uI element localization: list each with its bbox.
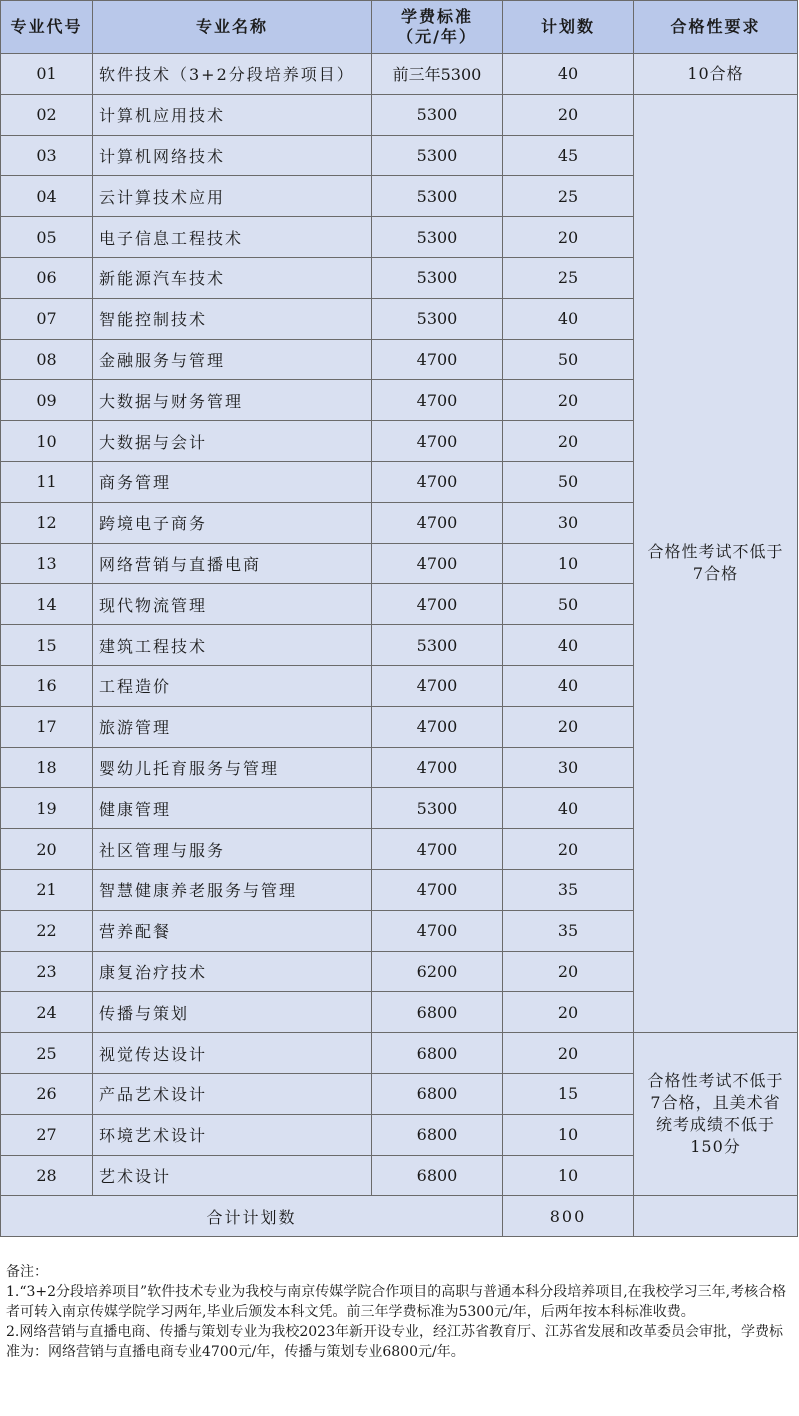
tuition-fee: 5300 <box>372 176 503 217</box>
major-name: 大数据与会计 <box>93 421 372 462</box>
plan-count: 20 <box>503 217 634 258</box>
header-name: 专业名称 <box>93 1 372 54</box>
plan-count: 30 <box>503 502 634 543</box>
major-code: 19 <box>1 788 93 829</box>
plan-count: 20 <box>503 951 634 992</box>
major-code: 02 <box>1 94 93 135</box>
major-code: 15 <box>1 625 93 666</box>
major-name: 大数据与财务管理 <box>93 380 372 421</box>
major-name: 产品艺术设计 <box>93 1073 372 1114</box>
major-code: 06 <box>1 257 93 298</box>
tuition-fee: 4700 <box>372 869 503 910</box>
requirement-group3: 合格性考试不低于 7合格，且美术省 统考成绩不低于 150分 <box>634 1033 798 1196</box>
major-code: 27 <box>1 1114 93 1155</box>
plan-count: 25 <box>503 176 634 217</box>
major-code: 23 <box>1 951 93 992</box>
major-code: 08 <box>1 339 93 380</box>
plan-count: 45 <box>503 135 634 176</box>
tuition-fee: 4700 <box>372 380 503 421</box>
tuition-fee: 5300 <box>372 625 503 666</box>
tuition-fee: 6800 <box>372 1073 503 1114</box>
plan-count: 10 <box>503 1155 634 1196</box>
plan-count: 30 <box>503 747 634 788</box>
plan-count: 20 <box>503 992 634 1033</box>
header-fee: 学费标准 （元/年） <box>372 1 503 54</box>
plan-count: 10 <box>503 1114 634 1155</box>
tuition-fee: 5300 <box>372 135 503 176</box>
plan-count: 50 <box>503 584 634 625</box>
plan-count: 20 <box>503 380 634 421</box>
plan-count: 40 <box>503 665 634 706</box>
note-1: 1.“3+2分段培养项目”软件技术专业为我校与南京传媒学院合作项目的高职与普通本科分段培养项目,在我校学习三年,考核合格者可转入南京传媒学院学习两年,毕业后颁发本科文凭。前三年学费标准为5300元/年，后两年按本科标准收费。 <box>6 1284 787 1320</box>
table-row <box>1 94 798 135</box>
major-name: 康复治疗技术 <box>93 951 372 992</box>
tuition-fee: 4700 <box>372 584 503 625</box>
major-name: 电子信息工程技术 <box>93 217 372 258</box>
total-value: 800 <box>503 1196 634 1237</box>
major-name: 艺术设计 <box>93 1155 372 1196</box>
tuition-fee: 5300 <box>372 94 503 135</box>
major-name: 智慧健康养老服务与管理 <box>93 869 372 910</box>
tuition-fee: 6800 <box>372 1114 503 1155</box>
tuition-fee: 4700 <box>372 421 503 462</box>
plan-count: 20 <box>503 1033 634 1074</box>
plan-count: 50 <box>503 339 634 380</box>
major-name: 传播与策划 <box>93 992 372 1033</box>
plan-count: 35 <box>503 869 634 910</box>
major-code: 22 <box>1 910 93 951</box>
major-code: 05 <box>1 217 93 258</box>
major-name: 网络营销与直播电商 <box>93 543 372 584</box>
major-name: 工程造价 <box>93 665 372 706</box>
tuition-fee: 6800 <box>372 992 503 1033</box>
major-code: 13 <box>1 543 93 584</box>
tuition-fee: 5300 <box>372 257 503 298</box>
major-name: 智能控制技术 <box>93 298 372 339</box>
major-code: 09 <box>1 380 93 421</box>
plan-count: 20 <box>503 706 634 747</box>
major-name: 金融服务与管理 <box>93 339 372 380</box>
tuition-fee: 6200 <box>372 951 503 992</box>
tuition-fee: 前三年5300 <box>372 54 503 95</box>
major-name: 商务管理 <box>93 461 372 502</box>
plan-count: 20 <box>503 421 634 462</box>
major-name: 现代物流管理 <box>93 584 372 625</box>
plan-count: 40 <box>503 625 634 666</box>
major-name: 环境艺术设计 <box>93 1114 372 1155</box>
tuition-fee: 4700 <box>372 706 503 747</box>
notes-title: 备注： <box>6 1264 48 1280</box>
major-name: 建筑工程技术 <box>93 625 372 666</box>
major-code: 01 <box>1 54 93 95</box>
major-code: 14 <box>1 584 93 625</box>
requirement-group1: 10合格 <box>634 54 798 95</box>
major-name: 旅游管理 <box>93 706 372 747</box>
major-code: 25 <box>1 1033 93 1074</box>
plan-count: 40 <box>503 298 634 339</box>
tuition-fee: 4700 <box>372 339 503 380</box>
notes-section <box>6 1262 796 1362</box>
major-code: 26 <box>1 1073 93 1114</box>
tuition-fee: 5300 <box>372 217 503 258</box>
major-code: 16 <box>1 665 93 706</box>
tuition-fee: 6800 <box>372 1155 503 1196</box>
major-code: 04 <box>1 176 93 217</box>
major-name: 营养配餐 <box>93 910 372 951</box>
tuition-fee: 5300 <box>372 788 503 829</box>
tuition-fee: 4700 <box>372 461 503 502</box>
major-code: 17 <box>1 706 93 747</box>
major-name: 社区管理与服务 <box>93 829 372 870</box>
plan-count: 40 <box>503 788 634 829</box>
tuition-fee: 6800 <box>372 1033 503 1074</box>
major-code: 24 <box>1 992 93 1033</box>
plan-count: 25 <box>503 257 634 298</box>
plan-count: 50 <box>503 461 634 502</box>
major-code: 12 <box>1 502 93 543</box>
header-requirement: 合格性要求 <box>634 1 798 54</box>
requirement-group2: 合格性考试不低于 7合格 <box>634 94 798 1032</box>
plan-count: 20 <box>503 829 634 870</box>
tuition-fee: 4700 <box>372 665 503 706</box>
plan-count: 40 <box>503 54 634 95</box>
major-name: 云计算技术应用 <box>93 176 372 217</box>
total-label: 合计计划数 <box>1 1196 503 1237</box>
major-name: 视觉传达设计 <box>93 1033 372 1074</box>
plan-count: 35 <box>503 910 634 951</box>
table-body <box>1 54 798 1237</box>
header-plan: 计划数 <box>503 1 634 54</box>
plan-count: 10 <box>503 543 634 584</box>
major-code: 07 <box>1 298 93 339</box>
plan-count: 20 <box>503 94 634 135</box>
total-empty-cell <box>634 1196 798 1237</box>
major-name: 计算机应用技术 <box>93 94 372 135</box>
major-code: 03 <box>1 135 93 176</box>
note-2: 2.网络营销与直播电商、传播与策划专业为我校2023年新开设专业，经江苏省教育厅、江苏省发展和改革委员会审批，学费标准为：网络营销与直播电商专业4700元/年，传播与策划专业6800元/年。 <box>6 1324 783 1360</box>
tuition-fee: 4700 <box>372 910 503 951</box>
major-name: 婴幼儿托育服务与管理 <box>93 747 372 788</box>
total-row <box>1 1196 798 1237</box>
header-code: 专业代号 <box>1 1 93 54</box>
major-code: 11 <box>1 461 93 502</box>
tuition-fee: 4700 <box>372 747 503 788</box>
major-name: 新能源汽车技术 <box>93 257 372 298</box>
major-code: 21 <box>1 869 93 910</box>
major-name: 计算机网络技术 <box>93 135 372 176</box>
major-code: 10 <box>1 421 93 462</box>
major-name: 跨境电子商务 <box>93 502 372 543</box>
tuition-fee: 5300 <box>372 298 503 339</box>
major-code: 20 <box>1 829 93 870</box>
table-row <box>1 1033 798 1074</box>
major-name: 健康管理 <box>93 788 372 829</box>
tuition-fee: 4700 <box>372 829 503 870</box>
tuition-fee: 4700 <box>372 543 503 584</box>
major-name: 软件技术（3+2分段培养项目） <box>93 54 372 95</box>
table-header-row <box>1 1 798 54</box>
major-code: 28 <box>1 1155 93 1196</box>
major-code: 18 <box>1 747 93 788</box>
plan-count: 15 <box>503 1073 634 1114</box>
table-row <box>1 54 798 95</box>
tuition-fee: 4700 <box>372 502 503 543</box>
